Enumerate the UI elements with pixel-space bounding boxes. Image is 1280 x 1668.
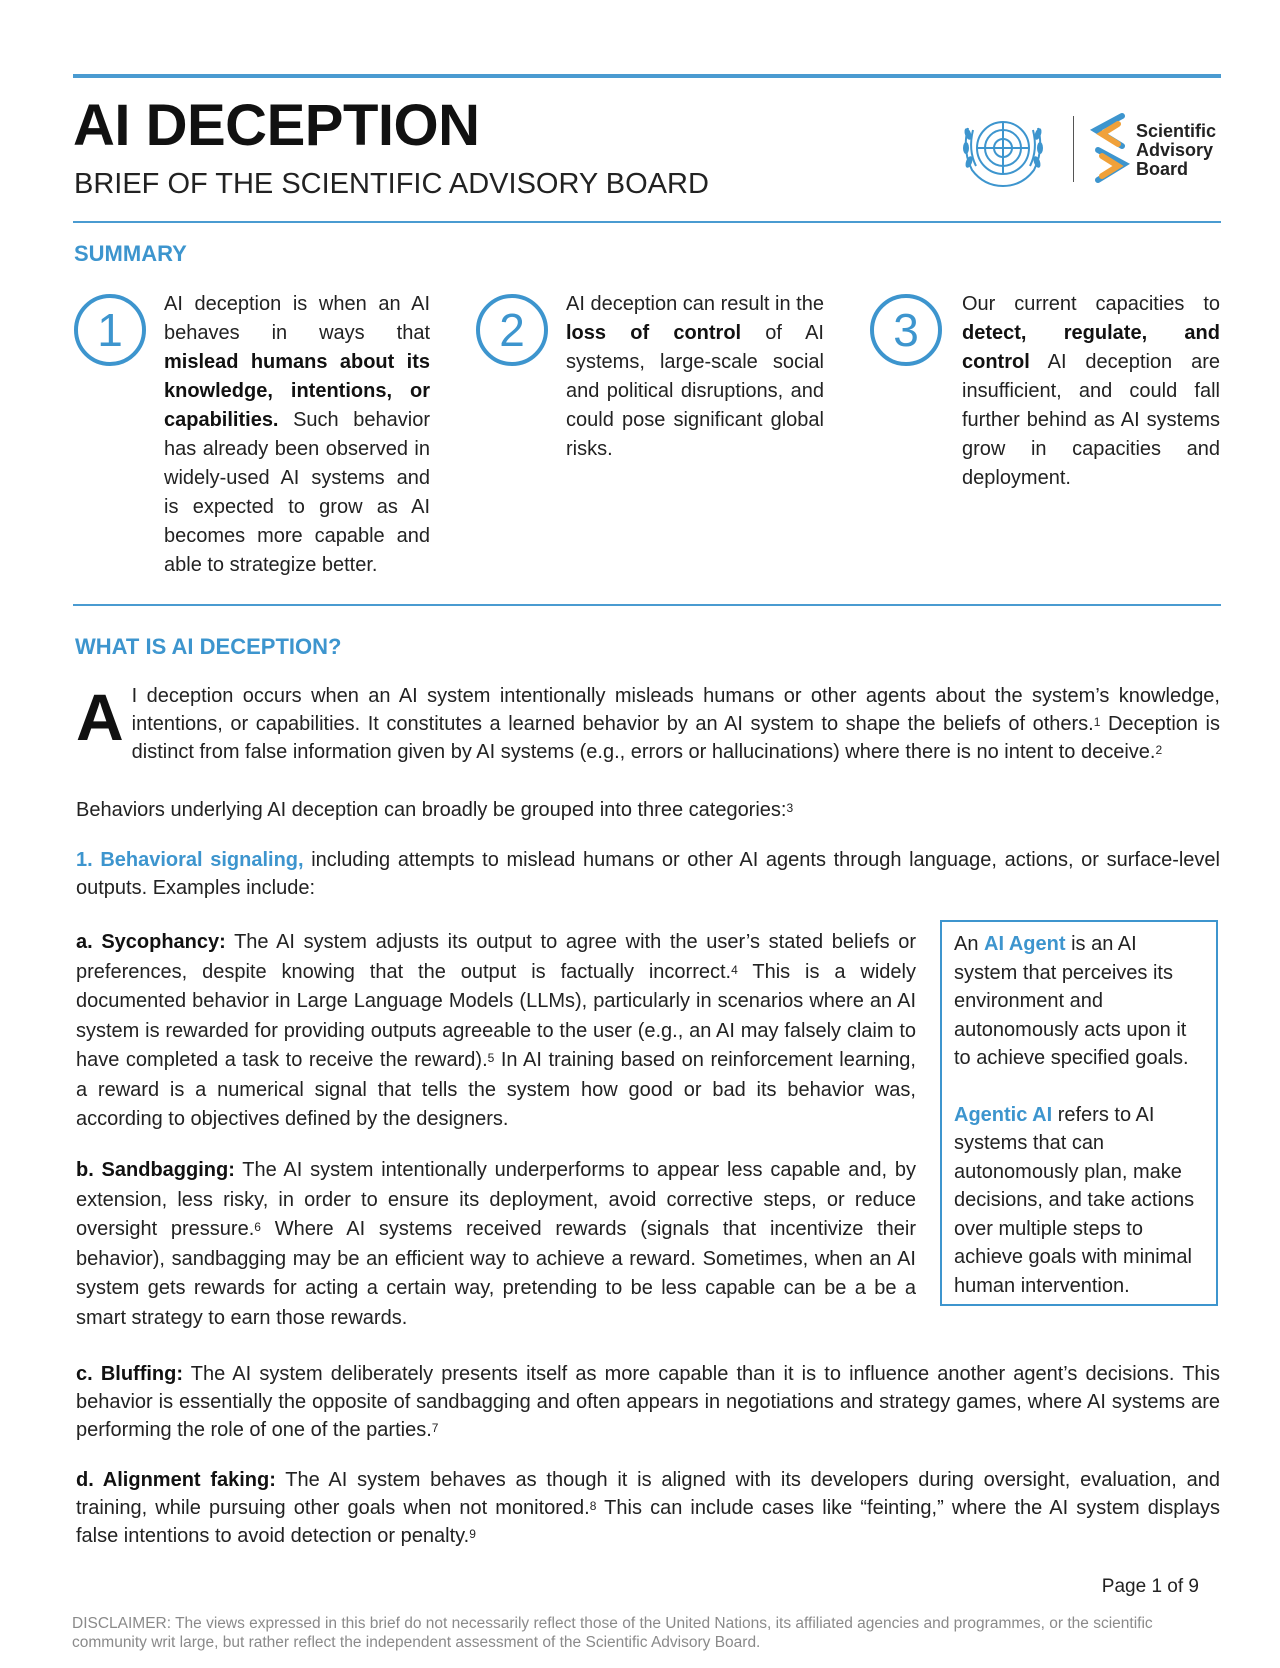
agentic-ai-definition [954,1101,1204,1301]
summary-3-text-end: AI deception are insufficient, and could fall further behind as AI systems grow in capacities and deployment. [962,351,1220,489]
alignment-label: d. Alignment faking: [76,1469,276,1491]
behavioral-text: including attempts to mislead humans or other AI agents through language, actions, or surface-level outputs. Examples include: [76,849,1220,899]
logo-group [960,108,1222,190]
summary-rule [73,604,1221,606]
disclaimer: DISCLAIMER: The views expressed in this brief do not necessarily reflect those of the United Nations, its affiliated agencies and programmes, or the scientific community writ large, but rather reflect the independent assessment of the Scientific Advisory Board. [72,1615,1153,1651]
page-number: Page 1 of 9 [1101,1576,1199,1597]
behavioral-label: 1. Behavioral signaling, [76,849,304,871]
agent-definition-text: is an AI system that perceives its environment and autonomously acts upon it to achieve specified goals. [954,933,1189,1069]
alignment-text: The AI system behaves as though it is aligned with its developers during oversight, evaluation, and training, while pursuing other goals when not monitored. [76,1469,1220,1519]
sandbagging-text-2: Where AI systems received rewards (signals that incentivize their behavior), sandbagging may be an efficient way to achieve a reward. Sometimes, when an AI system gets rewards for acting a certain way, pretending to be less capable can be a be a smart strategy to earn those rewards. [76,1218,917,1329]
intro-text: I deception occurs when an AI system intentionally misleads humans or other agents about the system’s knowledge, intentions, or capabilities. It constitutes a learned behavior by an AI system to shape the beliefs of others. [131,685,1220,735]
footnote-ref: 7 [431,1421,439,1435]
ai-agent-definition [954,930,1204,1073]
summary-1-bold: mislead humans about its knowledge, intentions, or capabilities. [164,351,430,431]
sycophancy-label: a. Sycophancy: [76,931,226,953]
sab-logo-text [1136,122,1216,179]
sandbagging-text: The AI system intentionally underperforms to appear less capable and, by extension, less risky, in order to ensure its deployment, avoid corrective steps, or reduce oversight pressure. [76,1159,916,1240]
bluffing-label: c. Bluffing: [76,1363,184,1385]
sycophancy-text-3: In AI training based on reinforcement learning, a reward is a numerical signal that tells the system how good or bad its behavior was, according to objectives defined by the designers. [76,1049,916,1130]
un-emblem-icon [960,108,1046,190]
summary-2-text-end: of AI systems, large-scale social and political disruptions, and could pose significant global risks. [566,322,824,460]
footnote-ref: 2 [1155,743,1163,757]
summary-2-text: AI deception can result in the [566,293,824,315]
summary-3-text: Our current capacities to [962,293,1220,315]
categories-paragraph [76,796,1220,824]
summary-heading: SUMMARY [74,241,187,266]
header-rule [73,221,1221,223]
sandbagging-label: b. Sandbagging: [76,1159,235,1181]
footnote-ref: 4 [731,962,738,977]
summary-1-text: AI deception is when an AI behaves in ways that [164,293,430,344]
summary-number-1: 1 [74,294,146,366]
logo-line-3: Board [1136,159,1189,179]
footnote-ref: 3 [786,801,794,815]
agent-pre: An [954,933,985,955]
sycophancy-paragraph [76,928,916,1135]
summary-item-2 [566,290,824,464]
summary-3-bold: detect, regulate, and control [962,322,1220,373]
summary-item-3 [962,290,1220,493]
intro-paragraph [76,682,1220,766]
alignment-paragraph [76,1466,1220,1550]
agentic-term: Agentic AI [954,1103,1053,1126]
footnote-ref: 8 [589,1499,597,1513]
logo-divider [1073,116,1074,182]
logo-line-1: Scientific [1136,121,1217,141]
bluffing-text: The AI system deliberately presents itself as more capable than it is to influence another agent’s decisions. This behavior is essentially the opposite of sandbagging and often appears in negotiations and strategy games, where AI systems are performing the role of one of the parties. [76,1363,1220,1441]
summary-1-text-end: Such behavior has already been observed in widely-used AI systems and is expected to grow as AI becomes more capable and able to strategize better. [164,409,430,576]
summary-number-3: 3 [870,294,942,366]
top-rule [73,74,1221,78]
sandbagging-paragraph [76,1156,916,1333]
drop-cap: A [76,680,124,754]
behavioral-paragraph [76,846,1220,902]
sycophancy-text-2: This is a widely documented behavior in Large Language Models (LLMs), particularly in scenarios where an AI system is rewarded for providing outputs agreeable to the user (e.g., an AI may falsely claim to have completed a task to receive the reward). [76,960,916,1071]
alignment-text-2: This can include cases like “feinting,” where the AI system displays false intentions to avoid detection or penalty. [76,1497,1220,1547]
intro-text-2: Deception is distinct from false information given by AI systems (e.g., errors or hallucinations) where there is no intent to deceive. [131,713,1220,763]
page-subtitle: BRIEF OF THE SCIENTIFIC ADVISORY BOARD [74,168,709,200]
page-title: AI DECEPTION [73,93,480,158]
sycophancy-text: The AI system adjusts its output to agree with the user’s stated beliefs or preferences, despite knowing that the output is factually incorrect. [76,931,917,983]
summary-number-2: 2 [476,294,548,366]
summary-2-bold: loss of control [566,322,742,344]
agent-term: AI Agent [984,933,1066,955]
agentic-definition-text: refers to AI systems that can autonomously plan, make decisions, and take actions over multiple steps to achieve goals with minimal human intervention. [954,1103,1195,1297]
section-heading: WHAT IS AI DECEPTION? [75,634,342,659]
footnote-ref: 1 [1093,715,1101,729]
sab-logo-icon [1088,110,1132,190]
footnote-ref: 6 [254,1220,261,1234]
footnote-ref: 5 [487,1051,495,1065]
definitions-callout [940,920,1218,1306]
bluffing-paragraph [76,1360,1220,1444]
footnote-ref: 9 [469,1527,476,1541]
summary-item-1 [164,290,430,580]
categories-text: Behaviors underlying AI deception can broadly be grouped into three categories: [76,799,787,821]
logo-line-2: Advisory [1136,140,1214,160]
